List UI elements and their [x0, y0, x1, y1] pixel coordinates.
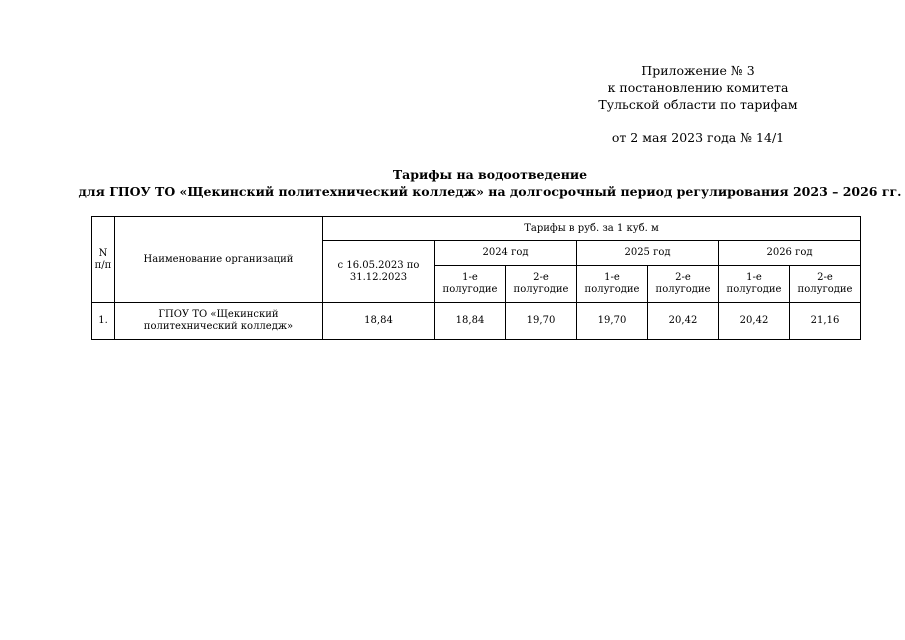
header-2026-half-2: 2-е полугодие: [790, 266, 861, 303]
title-line-2: для ГПОУ ТО «Щекинский политехнический колледж» на долгосрочный период регулирования 2023 – 2026 гг.: [78, 184, 902, 199]
header-period-2023: с 16.05.2023 по 31.12.2023: [323, 241, 435, 303]
appendix-date: от 2 мая 2023 года № 14/1: [611, 130, 785, 145]
document-title: [60, 166, 905, 200]
tariff-2025-half-1: 19,70: [577, 303, 648, 340]
tariff-2026-half-1: 20,42: [719, 303, 790, 340]
header-2026-half-1: 1-е полугодие: [719, 266, 790, 303]
appendix-block: [568, 62, 828, 146]
row-organization: ГПОУ ТО «Щекинский политехнический колледж»: [115, 303, 323, 340]
header-2025-half-2: 2-е полугодие: [648, 266, 719, 303]
tariff-2023: 18,84: [323, 303, 435, 340]
tariff-2026-half-2: 21,16: [790, 303, 861, 340]
header-number: N п/п: [92, 217, 115, 303]
header-organization: Наименование организаций: [115, 217, 323, 303]
tariff-2024-half-2: 19,70: [506, 303, 577, 340]
header-2025-half-1: 1-е полугодие: [577, 266, 648, 303]
header-tariffs: Тарифы в руб. за 1 куб. м: [323, 217, 861, 241]
appendix-committee: Тульской области по тарифам: [598, 97, 798, 112]
table-row: [92, 303, 861, 340]
header-2024-half-2: 2-е полугодие: [506, 266, 577, 303]
tariff-2025-half-2: 20,42: [648, 303, 719, 340]
header-year-2025: 2025 год: [577, 241, 719, 266]
tariff-table: [91, 216, 861, 340]
row-number: 1.: [92, 303, 115, 340]
appendix-number: Приложение № 3: [641, 63, 755, 78]
header-year-2026: 2026 год: [719, 241, 861, 266]
appendix-resolution: к постановлению комитета: [607, 80, 789, 95]
title-line-1: Тарифы на водоотведение: [392, 167, 588, 182]
header-2024-half-1: 1-е полугодие: [435, 266, 506, 303]
header-year-2024: 2024 год: [435, 241, 577, 266]
tariff-2024-half-1: 18,84: [435, 303, 506, 340]
